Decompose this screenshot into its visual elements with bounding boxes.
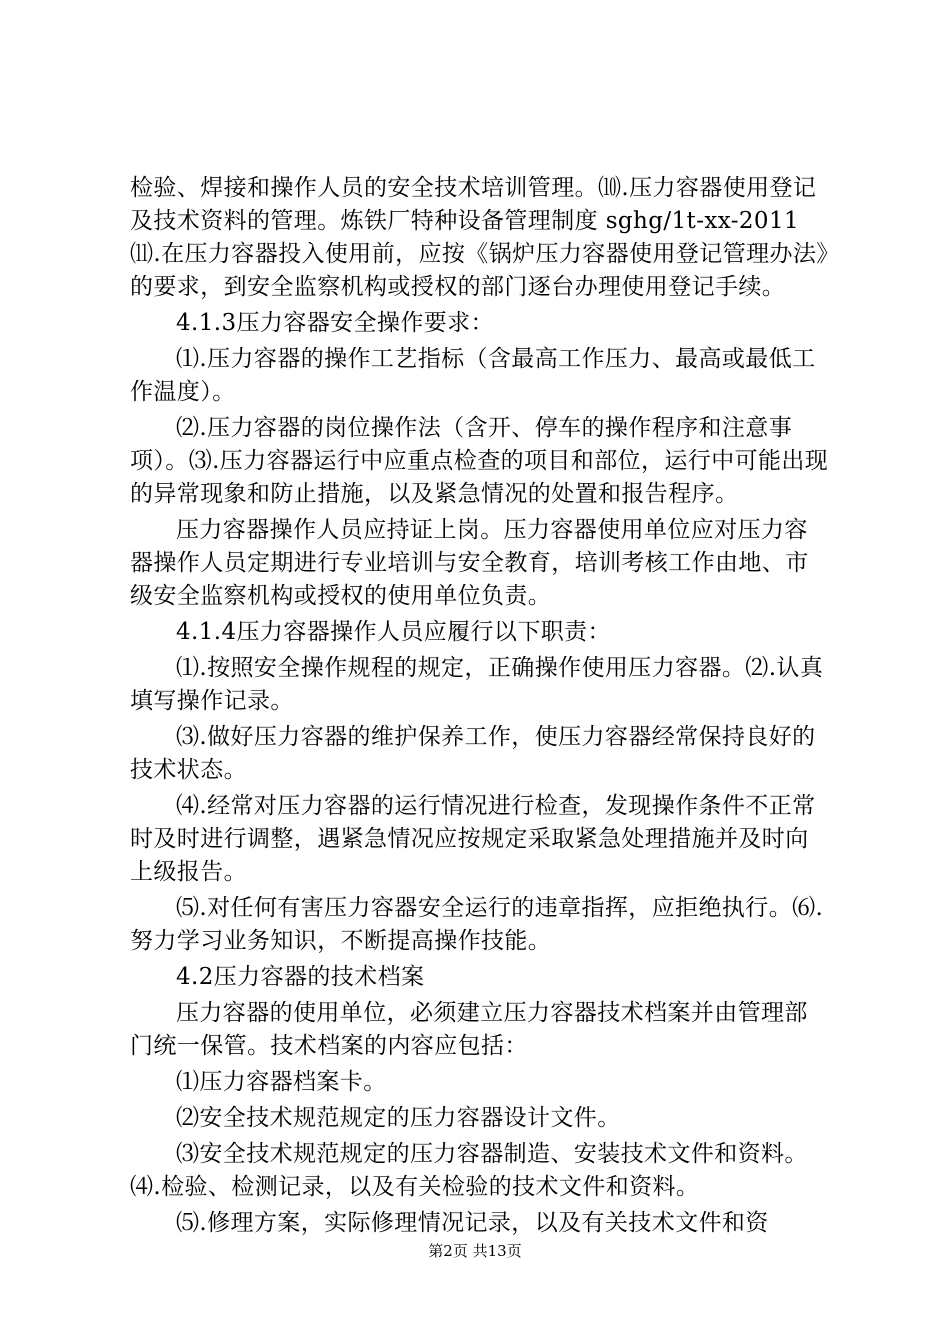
paragraph-6: 4.1.4压力容器操作人员应履行以下职责： [176,619,611,645]
paragraph-12: 压力容器的使用单位，必须建立压力容器技术档案并由管理部门统一保管。技术档案的内容应包括： [130,1000,808,1059]
paragraph-15: ⑶安全技术规范规定的压力容器制造、安装技术文件和资料。⑷.检验、检测记录，以及有关检验的技术文件和资料。 [130,1141,808,1200]
paragraph-10: ⑸.对任何有害压力容器安全运行的违章指挥，应拒绝执行。⑹.努力学习业务知识，不断提高操作技能。 [130,895,824,954]
paragraph-9: ⑷.经常对压力容器的运行情况进行检查，发现操作条件不正常时及时进行调整，遇紧急情况应按规定采取紧急处理措施并及时向上级报告。 [130,793,816,885]
paragraph-5: 压力容器操作人员应持证上岗。压力容器使用单位应对压力容器操作人员定期进行专业培训与安全教育，培训考核工作由地、市级安全监察机构或授权的使用单位负责。 [130,517,809,609]
paragraph-8: ⑶.做好压力容器的维护保养工作，使压力容器经常保持良好的技术状态。 [130,724,816,783]
paragraph-3: ⑴.压力容器的操作工艺指标（含最高工作压力、最高或最低工作温度）。 [130,346,816,405]
paragraph-11: 4.2压力容器的技术档案 [176,964,425,990]
document-body [130,172,830,1243]
paragraph-14: ⑵安全技术规范规定的压力容器设计文件。 [176,1105,621,1131]
paragraph-16: ⑸.修理方案，实际修理情况记录，以及有关技术文件和资 [176,1210,769,1236]
page-footer: 第2页 共13页 [428,1242,522,1260]
paragraph-13: ⑴压力容器档案卡。 [176,1069,387,1095]
paragraph-1: 检验、焊接和操作人员的安全技术培训管理。⑽.压力容器使用登记及技术资料的管理。炼铁厂特种设备管理制度 sghg/1t-xx-2011⑾.在压力容器投入使用前，应按《锅炉压力容器使用登记管理办法》的要求，到安全监察机构或授权的部门逐台办理使用登记手续。 [130,175,829,300]
paragraph-2: 4.1.3压力容器安全操作要求： [176,310,494,336]
paragraph-4: ⑵.压力容器的岗位操作法（含开、停车的操作程序和注意事项）。⑶.压力容器运行中应重点检查的项目和部位，运行中可能出现的异常现象和防止措施，以及紧急情况的处置和报告程序。 [130,415,829,507]
paragraph-7: ⑴.按照安全操作规程的规定，正确操作使用压力容器。⑵.认真填写操作记录。 [130,655,824,714]
